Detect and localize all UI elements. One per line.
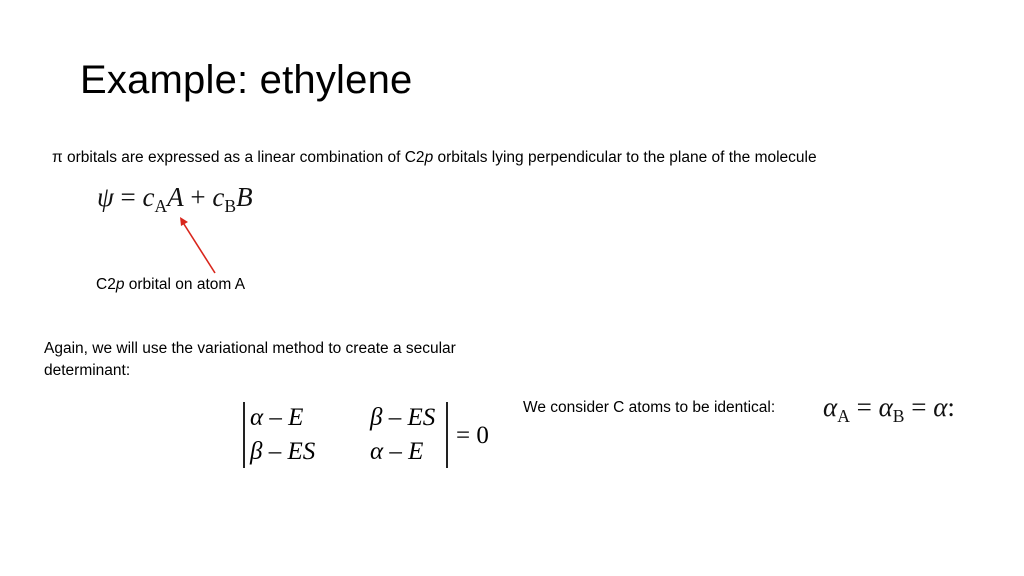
alpha-plain: α (933, 392, 948, 422)
alpha-b: α (878, 392, 893, 422)
determinant-a21: β – ES (250, 438, 316, 465)
alpha-subscript-a: A (837, 406, 850, 427)
intro-italic-p: p (424, 149, 434, 166)
coefficient-a: c (142, 182, 155, 212)
identical-atoms-text: We consider C atoms to be identical: (523, 399, 776, 416)
determinant-a22: α – E (370, 438, 424, 465)
slide-title: Example: ethylene (80, 58, 413, 102)
annotation-suffix: orbital on atom A (124, 276, 246, 293)
alpha-subscript-b: B (892, 406, 905, 427)
determinant-a11: α – E (250, 404, 304, 431)
variational-text: Again, we will use the variational method to create a secular determinant: (44, 340, 456, 379)
determinant-right-bar (446, 402, 448, 468)
determinant-rhs: = 0 (456, 422, 489, 449)
psi-symbol: ψ (97, 182, 114, 212)
annotation-text (96, 274, 245, 296)
alpha-eq-1: = (849, 392, 879, 422)
orbital-a: A (167, 182, 184, 212)
intro-prefix: π orbitals are expressed as a linear combination of C2 (52, 149, 425, 166)
equals-sign: = (113, 182, 143, 212)
alpha-eq-2: = (904, 392, 934, 422)
intro-text (52, 147, 817, 169)
subscript-a: A (154, 196, 168, 217)
annotation-prefix: C2 (96, 276, 116, 293)
alpha-equality (823, 392, 955, 427)
alpha-colon: : (947, 392, 955, 422)
determinant-left-bar (243, 402, 245, 468)
intro-suffix: orbitals lying perpendicular to the plane of the molecule (433, 149, 817, 166)
orbital-b: B (236, 182, 253, 212)
annotation-italic-p: p (115, 276, 125, 293)
subscript-b: B (224, 196, 237, 217)
annotation-arrow (170, 212, 230, 278)
determinant-a12: β – ES (370, 404, 436, 431)
plus-sign: + (183, 182, 213, 212)
coefficient-b: c (212, 182, 225, 212)
alpha-a: α (823, 392, 838, 422)
